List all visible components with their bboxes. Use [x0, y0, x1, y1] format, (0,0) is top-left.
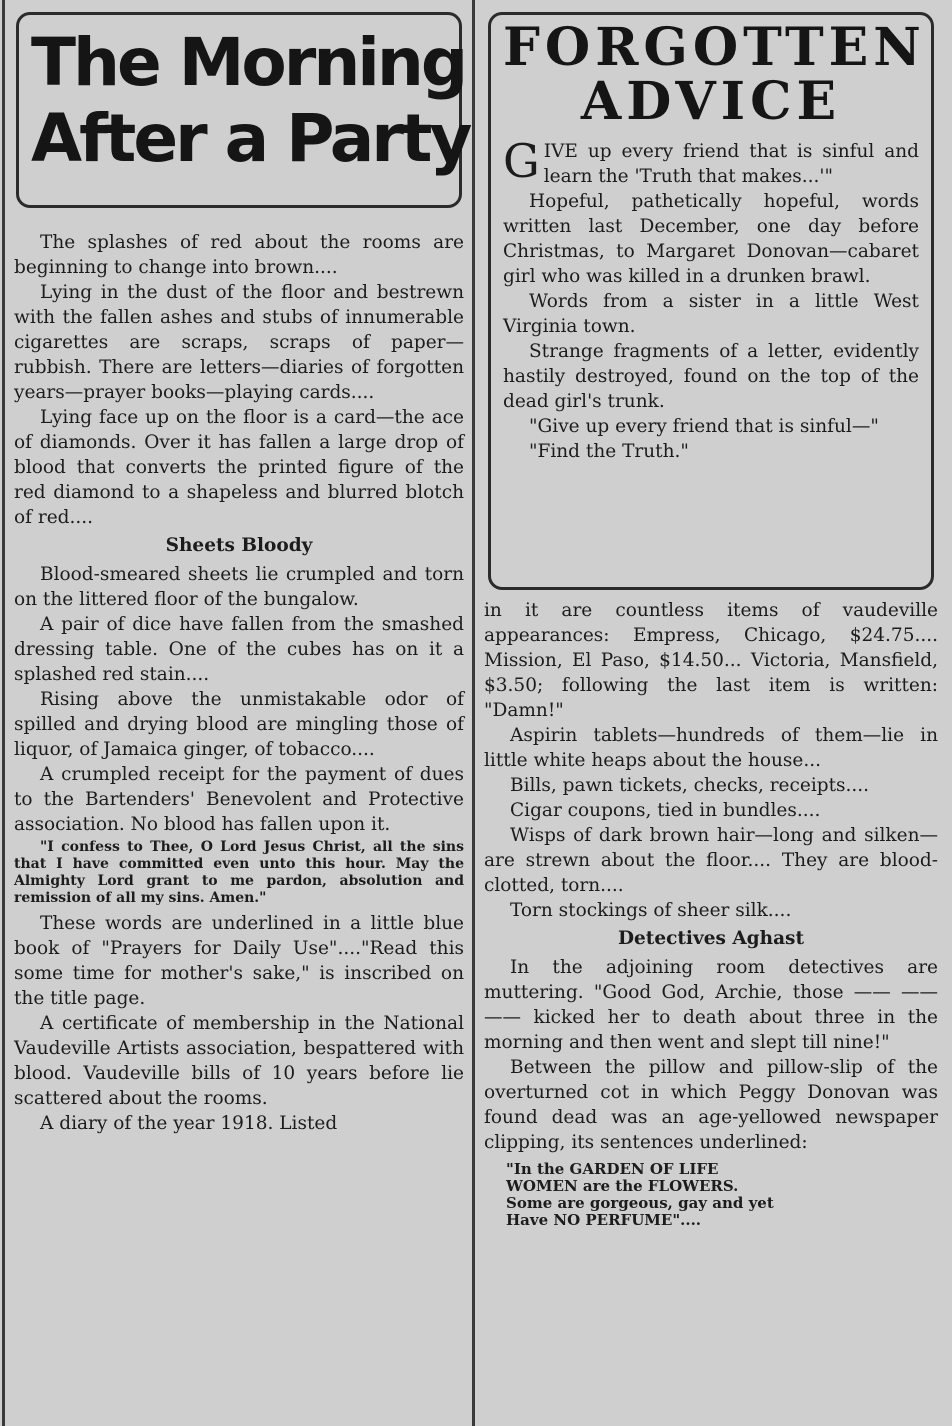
- right-article-body: [482, 590, 940, 1229]
- box-first-paragraph: [503, 134, 919, 189]
- paragraph: Wisps of dark brown hair—long and silken—are strewn about the floor.... They are blood-clotted, torn....: [484, 825, 938, 896]
- newspaper-clipping: [506, 1161, 938, 1229]
- headline-line-2: After a Party: [31, 100, 470, 177]
- column-rule-center: [472, 0, 475, 1426]
- paragraph: A certificate of membership in the National Vaudeville Artists association, bespattered with blood. Vaudeville bills of 10 years before lie scattered about the rooms.: [14, 1013, 464, 1109]
- paragraph: Hopeful, pathetically hopeful, words written last December, one day before Christmas, to Margaret Donovan—cabaret girl who was killed in a drunken brawl.: [503, 191, 919, 287]
- left-article-body: [10, 208, 468, 1136]
- headline-line-1: The Morning: [31, 24, 466, 101]
- paragraph: Blood-smeared sheets lie crumpled and torn on the littered floor of the bungalow.: [14, 564, 464, 610]
- clipping-line: Have NO PERFUME"....: [506, 1211, 702, 1229]
- clipping-line: "In the GARDEN OF LIFE: [506, 1160, 719, 1178]
- paragraph: Between the pillow and pillow-slip of the overturned cot in which Peggy Donovan was found dead was an age-yellowed newspaper clipping, its sentences underlined:: [484, 1057, 938, 1153]
- paragraph: A diary of the year 1918. Listed: [40, 1113, 338, 1134]
- clipping-line: Some are gorgeous, gay and yet: [506, 1194, 774, 1212]
- paragraph: A pair of dice have fallen from the smashed dressing table. One of the cubes has on it a splashed red stain....: [14, 614, 464, 685]
- paragraph: "Give up every friend that is sinful—": [529, 416, 879, 437]
- paragraph: Lying in the dust of the floor and bestrewn with the fallen ashes and stubs of innumerable cigarettes are scraps, scraps of paper—rubbish. There are letters—diaries of forgotten years—prayer books—playing cards....: [14, 282, 464, 403]
- paragraph: Bills, pawn tickets, checks, receipts....: [510, 775, 870, 796]
- paragraph: "Find the Truth.": [529, 441, 689, 462]
- box-body: [503, 129, 919, 464]
- right-article: [482, 6, 940, 1424]
- subheading-sheets-bloody: Sheets Bloody: [165, 535, 313, 556]
- paragraph: These words are underlined in a little blue book of "Prayers for Daily Use"...."Read this some time for mother's sake," is inscribed on the title page.: [14, 913, 464, 1009]
- paragraph: Aspirin tablets—hundreds of them—lie in little white heaps about the house...: [484, 725, 938, 771]
- paragraph: Torn stockings of sheer silk....: [510, 900, 792, 921]
- paragraph: Words from a sister in a little West Virginia town.: [503, 291, 919, 337]
- paragraph: Rising above the unmistakable odor of spilled and drying blood are mingling those of liquor, of Jamaica ginger, of tobacco....: [14, 689, 464, 760]
- column-rule-left: [2, 0, 5, 1426]
- box-first-text: IVE up every friend that is sinful and learn the 'Truth that makes...'": [543, 141, 919, 187]
- forgotten-advice-box: [488, 12, 934, 590]
- box-headline-line-2: ADVICE: [580, 71, 842, 132]
- paragraph: Strange fragments of a letter, evidently hastily destroyed, found on the top of the dead girl's trunk.: [503, 341, 919, 412]
- box-headline-line-1: FORGOTTEN: [503, 17, 926, 78]
- paragraph: Lying face up on the floor is a card—the ace of diamonds. Over it has fallen a large drop of blood that converts the printed figure of the red diamond to a shapeless and blurred blotch of red....: [14, 407, 464, 528]
- left-headline-box: [16, 12, 470, 208]
- paragraph: Cigar coupons, tied in bundles....: [510, 800, 821, 821]
- paragraph: in it are countless items of vaudeville appearances: Empress, Chicago, $24.75.... Mission, El Paso, $14.50... Victoria, Mansfield, $3.50; following the last item is written: "Damn!": [484, 600, 938, 721]
- drop-cap: G: [503, 134, 540, 188]
- left-article: [10, 6, 468, 1424]
- paragraph: The splashes of red about the rooms are beginning to change into brown....: [14, 232, 464, 278]
- paragraph: In the adjoining room detectives are muttering. "Good God, Archie, those —— —— —— kicked her to death about three in the morning and then went and slept till nine!": [484, 957, 938, 1053]
- paragraph: A crumpled receipt for the payment of dues to the Bartenders' Benevolent and Protective association. No blood has fallen upon it.: [14, 764, 464, 835]
- subheading-detectives-aghast: Detectives Aghast: [617, 928, 805, 949]
- prayer-quote: "I confess to Thee, O Lord Jesus Christ, all the sins that I have committed even unto this hour. May the Almighty Lord grant to me pardon, absolution and remission of all my sins. Amen.": [14, 839, 464, 906]
- clipping-line: WOMEN are the FLOWERS.: [506, 1177, 739, 1195]
